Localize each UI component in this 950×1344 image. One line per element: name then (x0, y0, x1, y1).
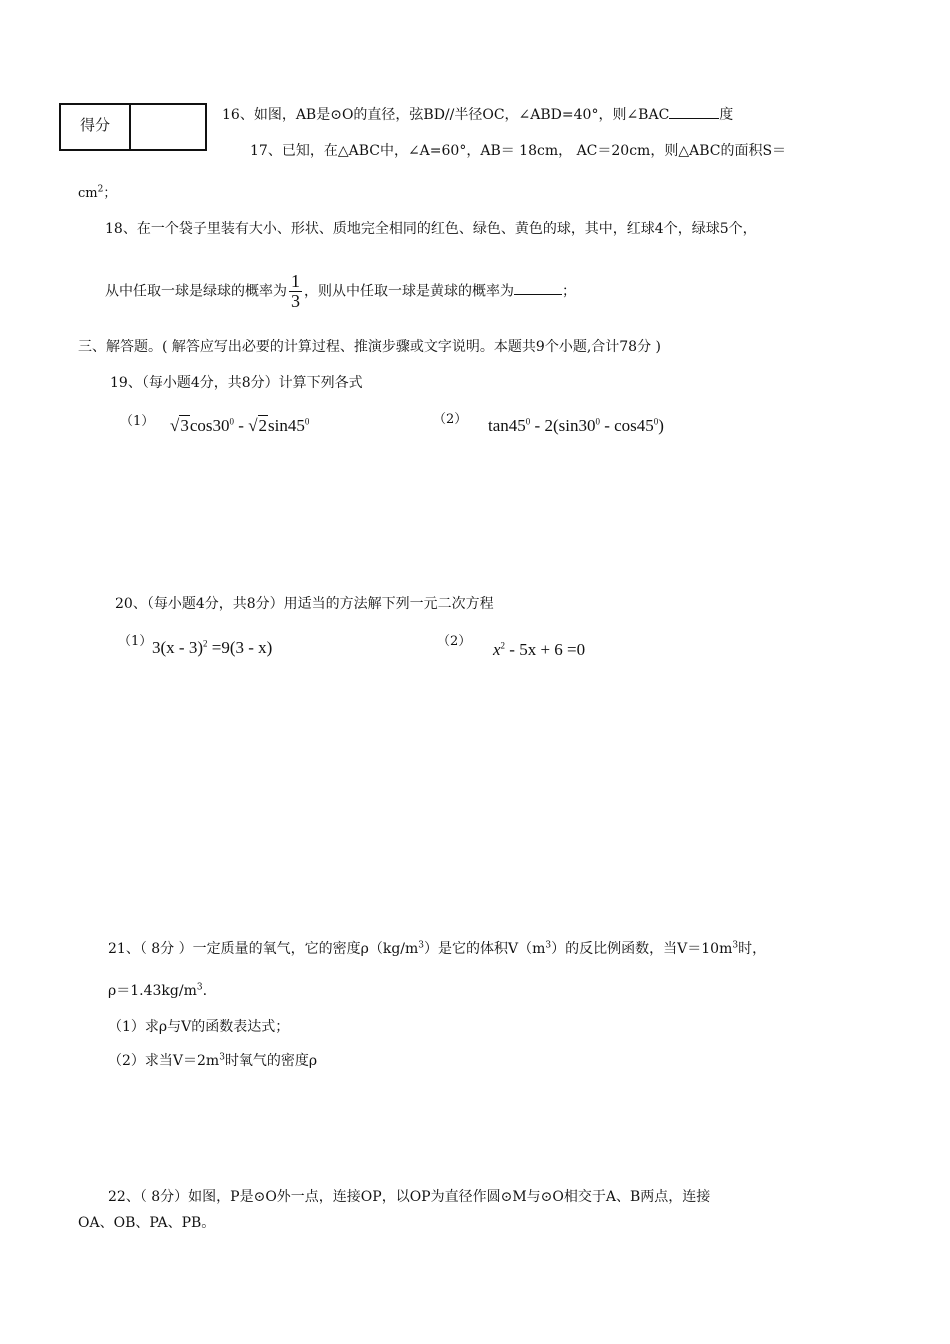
section-3-heading (78, 336, 661, 356)
q16-unit: 度 (719, 107, 734, 123)
question-16 (222, 104, 733, 124)
exponent-2: 2 (202, 638, 208, 649)
equation-rest: - 5x + 6 =0 (505, 640, 586, 659)
degree-sup: 0 (525, 416, 531, 427)
minus-sign: - (234, 416, 249, 435)
fraction-denominator: 3 (291, 290, 300, 311)
q19-part1-expression (170, 416, 309, 436)
question-21-sub2 (108, 1050, 317, 1070)
q17-unit (78, 182, 116, 201)
sin30-term: - 2(sin30 (530, 416, 596, 435)
equation-lhs: 3(x - 3) (152, 638, 203, 657)
q21-text-b: ）是它的体积V（m (424, 941, 546, 957)
sqrt-symbol: √ (170, 416, 180, 435)
cos45-term: - cos45 (599, 416, 654, 435)
q21-sub2-text-a: （2）求当V＝2m (108, 1053, 220, 1069)
degree-sup: 0 (229, 416, 235, 427)
q21-text-c: ）的反比例函数，当V＝10m (551, 941, 733, 957)
degree-sup: 0 (653, 416, 659, 427)
equation-rhs: =9(3 - x) (207, 638, 273, 657)
cubic-sup: 3 (545, 940, 552, 951)
question-18-line2 (105, 272, 576, 311)
q21-density-value: ρ＝1.43kg/m (108, 983, 197, 999)
q17-text: 17、已知，在△ABC中，∠A=60°，AB＝ 18cm， AC＝20cm，则△ABC的面积S＝ (250, 143, 787, 159)
q18-answer-blank[interactable] (514, 280, 562, 295)
question-22-line2 (78, 1212, 215, 1232)
q20-part2-label: （2） (437, 634, 472, 649)
degree-sup: 0 (304, 416, 310, 427)
q18-line2-text-a: 从中任取一球是绿球的概率为 (105, 283, 287, 300)
q21-sub1-text: （1）求ρ与V的函数表达式； (108, 1019, 290, 1035)
cubic-sup: 3 (418, 940, 425, 951)
q19-part2-label: （2） (433, 412, 468, 427)
question-18-line1 (105, 218, 757, 238)
q17-unit-sup: 2 (97, 184, 104, 195)
q21-text-d: 时， (738, 941, 767, 957)
q20-part1-label: （1） (118, 634, 153, 649)
score-input-cell[interactable] (131, 105, 205, 149)
q20-part2-expression (493, 640, 585, 660)
question-20-title (115, 593, 494, 613)
cubic-sup: 3 (732, 940, 739, 951)
question-19-title (110, 372, 363, 392)
score-box (59, 103, 207, 151)
question-21-sub1 (108, 1016, 289, 1036)
question-21-line1 (108, 938, 766, 958)
close-paren: ) (658, 416, 664, 435)
q21-period: . (202, 983, 208, 999)
fraction-numerator: 1 (291, 271, 300, 291)
question-21-line2 (108, 980, 207, 1000)
q17-unit-text: cm (78, 186, 98, 201)
sqrt-radicand-2: 2 (258, 416, 268, 435)
cubic-sup: 3 (196, 982, 203, 993)
q19-part1-label: （1） (120, 414, 155, 429)
tan45-term: tan45 (488, 416, 526, 435)
section-3-text: 三、解答题。( 解答应写出必要的计算过程、推演步骤或文字说明。本题共9个小题,合计78分 ) (78, 339, 661, 355)
probability-fraction (289, 272, 302, 311)
q19-part2-expression (488, 416, 664, 436)
q18-line2-text-b: ，则从中任取一球是黄球的概率为 (304, 283, 514, 300)
q20-title-text: 20、（每小题4分，共8分）用适当的方法解下列一元二次方程 (115, 596, 494, 612)
sqrt-radicand-3: 3 (180, 416, 189, 435)
q18-line1-text: 18、在一个袋子里装有大小、形状、质地完全相同的红色、绿色、黄色的球，其中，红球4个，绿球5个， (105, 221, 757, 237)
q17-unit-tail: ； (103, 186, 117, 201)
degree-sup: 0 (595, 416, 600, 427)
q22-line2-text: OA、OB、PA、PB。 (78, 1215, 216, 1231)
variable-x: x (493, 640, 501, 659)
exponent-2: 2 (500, 640, 506, 651)
question-22-line1 (108, 1186, 710, 1206)
q18-line2-text-c: ； (562, 283, 576, 300)
q16-text: 16、如图，AB是⊙O的直径，弦BD//半径OC，∠ABD=40°，则∠BAC (222, 107, 670, 123)
cubic-sup: 3 (219, 1052, 225, 1063)
sqrt-symbol: √ (248, 416, 258, 435)
sin45-term: sin45 (268, 416, 305, 435)
cos30-term: cos30 (189, 416, 230, 435)
q21-sub2-text-b: 时氧气的密度ρ (224, 1053, 318, 1069)
q20-part1-expression (152, 638, 272, 658)
score-label: 得分 (61, 105, 131, 149)
q22-line1-text: 22、（ 8分）如图，P是⊙O外一点，连接OP，以OP为直径作圆⊙M与⊙O相交于A、B两点，连接 (108, 1189, 711, 1205)
q21-text-a: 21、（ 8分 ）一定质量的氧气，它的密度ρ（kg/m (108, 941, 419, 957)
q16-answer-blank[interactable] (669, 104, 719, 119)
q19-title-text: 19、（每小题4分，共8分）计算下列各式 (110, 375, 363, 391)
question-17 (250, 140, 786, 160)
